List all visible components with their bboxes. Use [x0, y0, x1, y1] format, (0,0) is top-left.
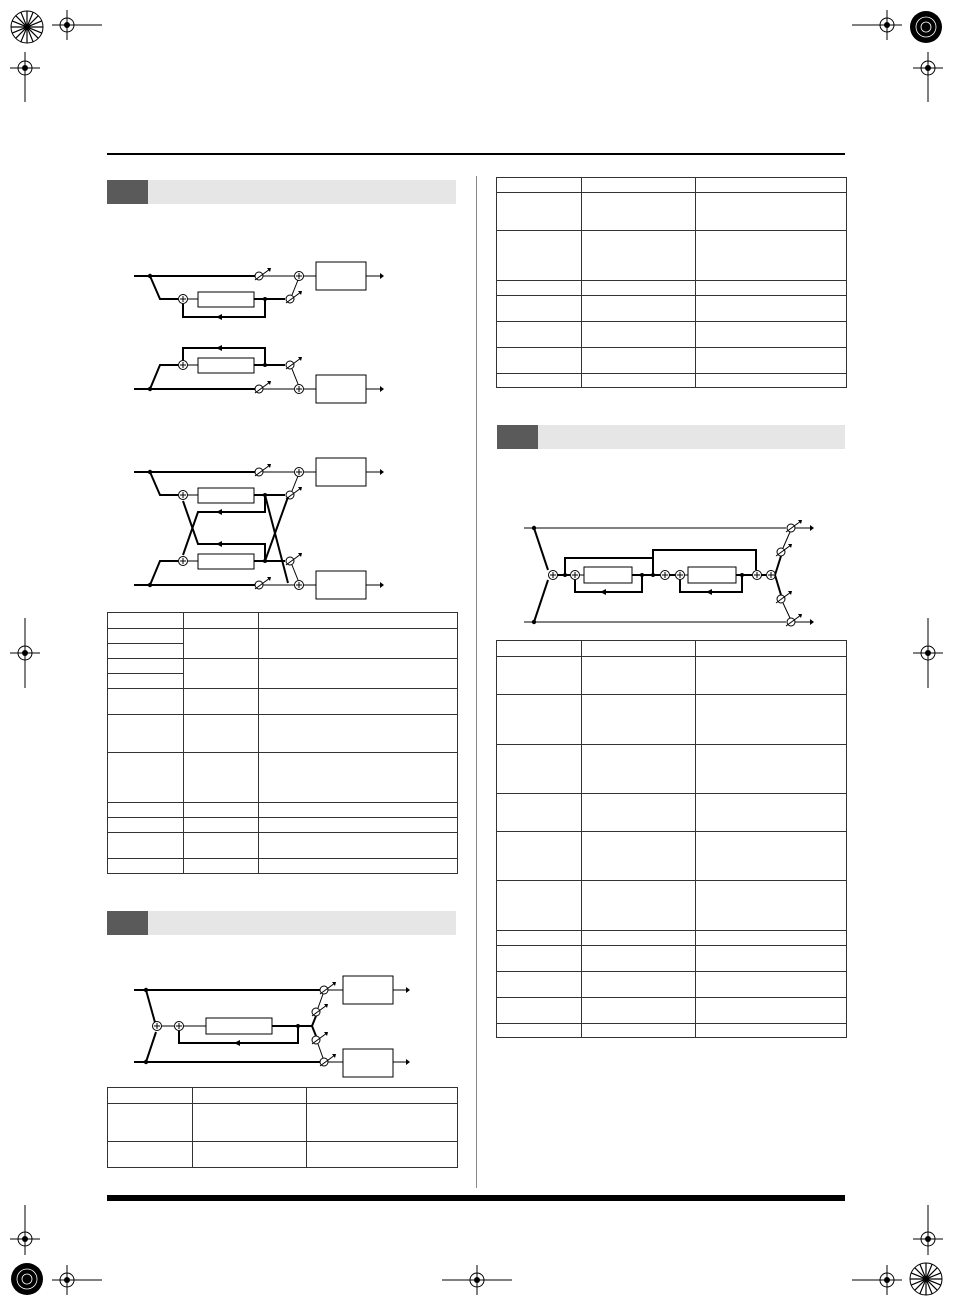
parameter-table-4	[496, 640, 847, 1038]
table-cell	[497, 231, 582, 281]
table-cell	[497, 281, 582, 296]
table-cell	[259, 715, 458, 753]
table-cell	[582, 374, 696, 388]
table-header-cell	[497, 178, 582, 193]
table-cell	[108, 818, 184, 833]
table-cell	[497, 946, 582, 972]
table-header-cell	[307, 1088, 458, 1104]
parameter-table-3	[496, 177, 847, 388]
section-tab	[107, 911, 148, 935]
table-cell	[497, 193, 582, 231]
column-divider	[476, 176, 477, 1188]
table-cell	[184, 753, 259, 803]
table-cell	[497, 1024, 582, 1038]
table-cell	[497, 322, 582, 348]
table-cell	[582, 998, 696, 1024]
table-cell	[582, 193, 696, 231]
header-rule	[107, 153, 845, 155]
table-cell	[193, 1104, 307, 1142]
table-cell	[259, 753, 458, 803]
table-header-cell	[193, 1088, 307, 1104]
table-cell	[497, 832, 582, 881]
table-cell	[108, 803, 184, 818]
table-cell	[184, 715, 259, 753]
table-cell	[108, 674, 184, 689]
table-cell	[259, 818, 458, 833]
crosshair-icon	[10, 618, 40, 688]
table-cell	[582, 231, 696, 281]
table-cell	[696, 745, 847, 794]
table-cell	[696, 193, 847, 231]
footer-rule	[107, 1195, 845, 1201]
table-cell	[582, 881, 696, 931]
crosshair-icon	[10, 1205, 40, 1255]
table-cell	[696, 998, 847, 1024]
table-cell	[582, 348, 696, 374]
table-cell	[497, 972, 582, 998]
table-header-cell	[184, 613, 259, 629]
table-cell	[582, 657, 696, 695]
table-header-cell	[582, 641, 696, 657]
color-target-top-left	[10, 10, 44, 44]
table-cell	[259, 689, 458, 715]
color-target-bottom-right	[909, 1262, 943, 1296]
table-cell	[497, 348, 582, 374]
table-cell	[497, 998, 582, 1024]
crosshair-icon	[913, 1205, 943, 1255]
table-cell	[259, 659, 458, 689]
table-cell	[696, 296, 847, 322]
table-cell	[108, 644, 184, 659]
table-cell	[696, 281, 847, 296]
table-cell	[108, 833, 184, 859]
table-cell	[497, 296, 582, 322]
parameter-table-2	[107, 1087, 458, 1168]
table-header-cell	[108, 613, 184, 629]
table-cell	[259, 833, 458, 859]
block-diagram-series-delay	[520, 515, 820, 633]
table-header-cell	[259, 613, 458, 629]
section-tab	[107, 180, 148, 204]
crosshair-icon	[10, 52, 40, 102]
table-cell	[582, 1024, 696, 1038]
table-cell	[582, 296, 696, 322]
table-cell	[497, 745, 582, 794]
table-cell	[108, 1104, 193, 1142]
crosshair-icon	[52, 10, 102, 40]
table-cell	[696, 832, 847, 881]
table-header-cell	[582, 178, 696, 193]
crosshair-icon	[52, 1265, 102, 1295]
table-cell	[259, 859, 458, 874]
table-cell	[497, 794, 582, 832]
table-cell	[307, 1142, 458, 1168]
table-cell	[696, 794, 847, 832]
table-cell	[497, 881, 582, 931]
parameter-table-1	[107, 612, 458, 874]
table-cell	[108, 629, 184, 644]
table-cell	[696, 972, 847, 998]
table-cell	[696, 881, 847, 931]
table-cell	[184, 629, 259, 659]
table-cell	[582, 794, 696, 832]
block-diagram-dual-delay	[130, 255, 390, 410]
table-header-cell	[696, 641, 847, 657]
section-tab	[497, 425, 538, 449]
table-cell	[582, 322, 696, 348]
table-cell	[184, 833, 259, 859]
crosshair-icon	[913, 52, 943, 102]
table-cell	[497, 657, 582, 695]
table-cell	[696, 946, 847, 972]
table-cell	[696, 322, 847, 348]
table-cell	[184, 689, 259, 715]
table-cell	[193, 1142, 307, 1168]
block-diagram-stereo-delay	[130, 972, 420, 1082]
table-cell	[108, 859, 184, 874]
color-target-bottom-left	[10, 1262, 44, 1296]
table-cell	[184, 803, 259, 818]
table-cell	[184, 818, 259, 833]
table-cell	[582, 832, 696, 881]
table-cell	[497, 374, 582, 388]
table-cell	[696, 931, 847, 946]
table-cell	[108, 689, 184, 715]
table-cell	[307, 1104, 458, 1142]
section-header-left-2	[107, 911, 456, 935]
table-cell	[184, 659, 259, 689]
table-cell	[582, 946, 696, 972]
table-header-cell	[497, 641, 582, 657]
table-cell	[497, 695, 582, 745]
crosshair-icon	[913, 618, 943, 688]
table-cell	[108, 1142, 193, 1168]
table-cell	[184, 859, 259, 874]
table-cell	[696, 695, 847, 745]
table-cell	[582, 931, 696, 946]
table-cell	[582, 745, 696, 794]
table-cell	[497, 931, 582, 946]
table-header-cell	[108, 1088, 193, 1104]
table-cell	[108, 715, 184, 753]
table-cell	[582, 972, 696, 998]
table-header-cell	[696, 178, 847, 193]
crosshair-icon	[852, 10, 902, 40]
table-cell	[259, 803, 458, 818]
table-cell	[582, 695, 696, 745]
table-cell	[259, 629, 458, 659]
block-diagram-cross-delay	[130, 455, 390, 605]
table-cell	[696, 231, 847, 281]
table-cell	[108, 753, 184, 803]
crosshair-icon	[442, 1265, 512, 1295]
table-cell	[696, 1024, 847, 1038]
table-cell	[696, 348, 847, 374]
table-cell	[696, 657, 847, 695]
section-header-left-1	[107, 180, 456, 204]
table-cell	[582, 281, 696, 296]
color-target-top-right	[909, 10, 943, 44]
table-cell	[696, 374, 847, 388]
crosshair-icon	[852, 1265, 902, 1295]
table-cell	[108, 659, 184, 674]
section-header-right-1	[497, 425, 845, 449]
